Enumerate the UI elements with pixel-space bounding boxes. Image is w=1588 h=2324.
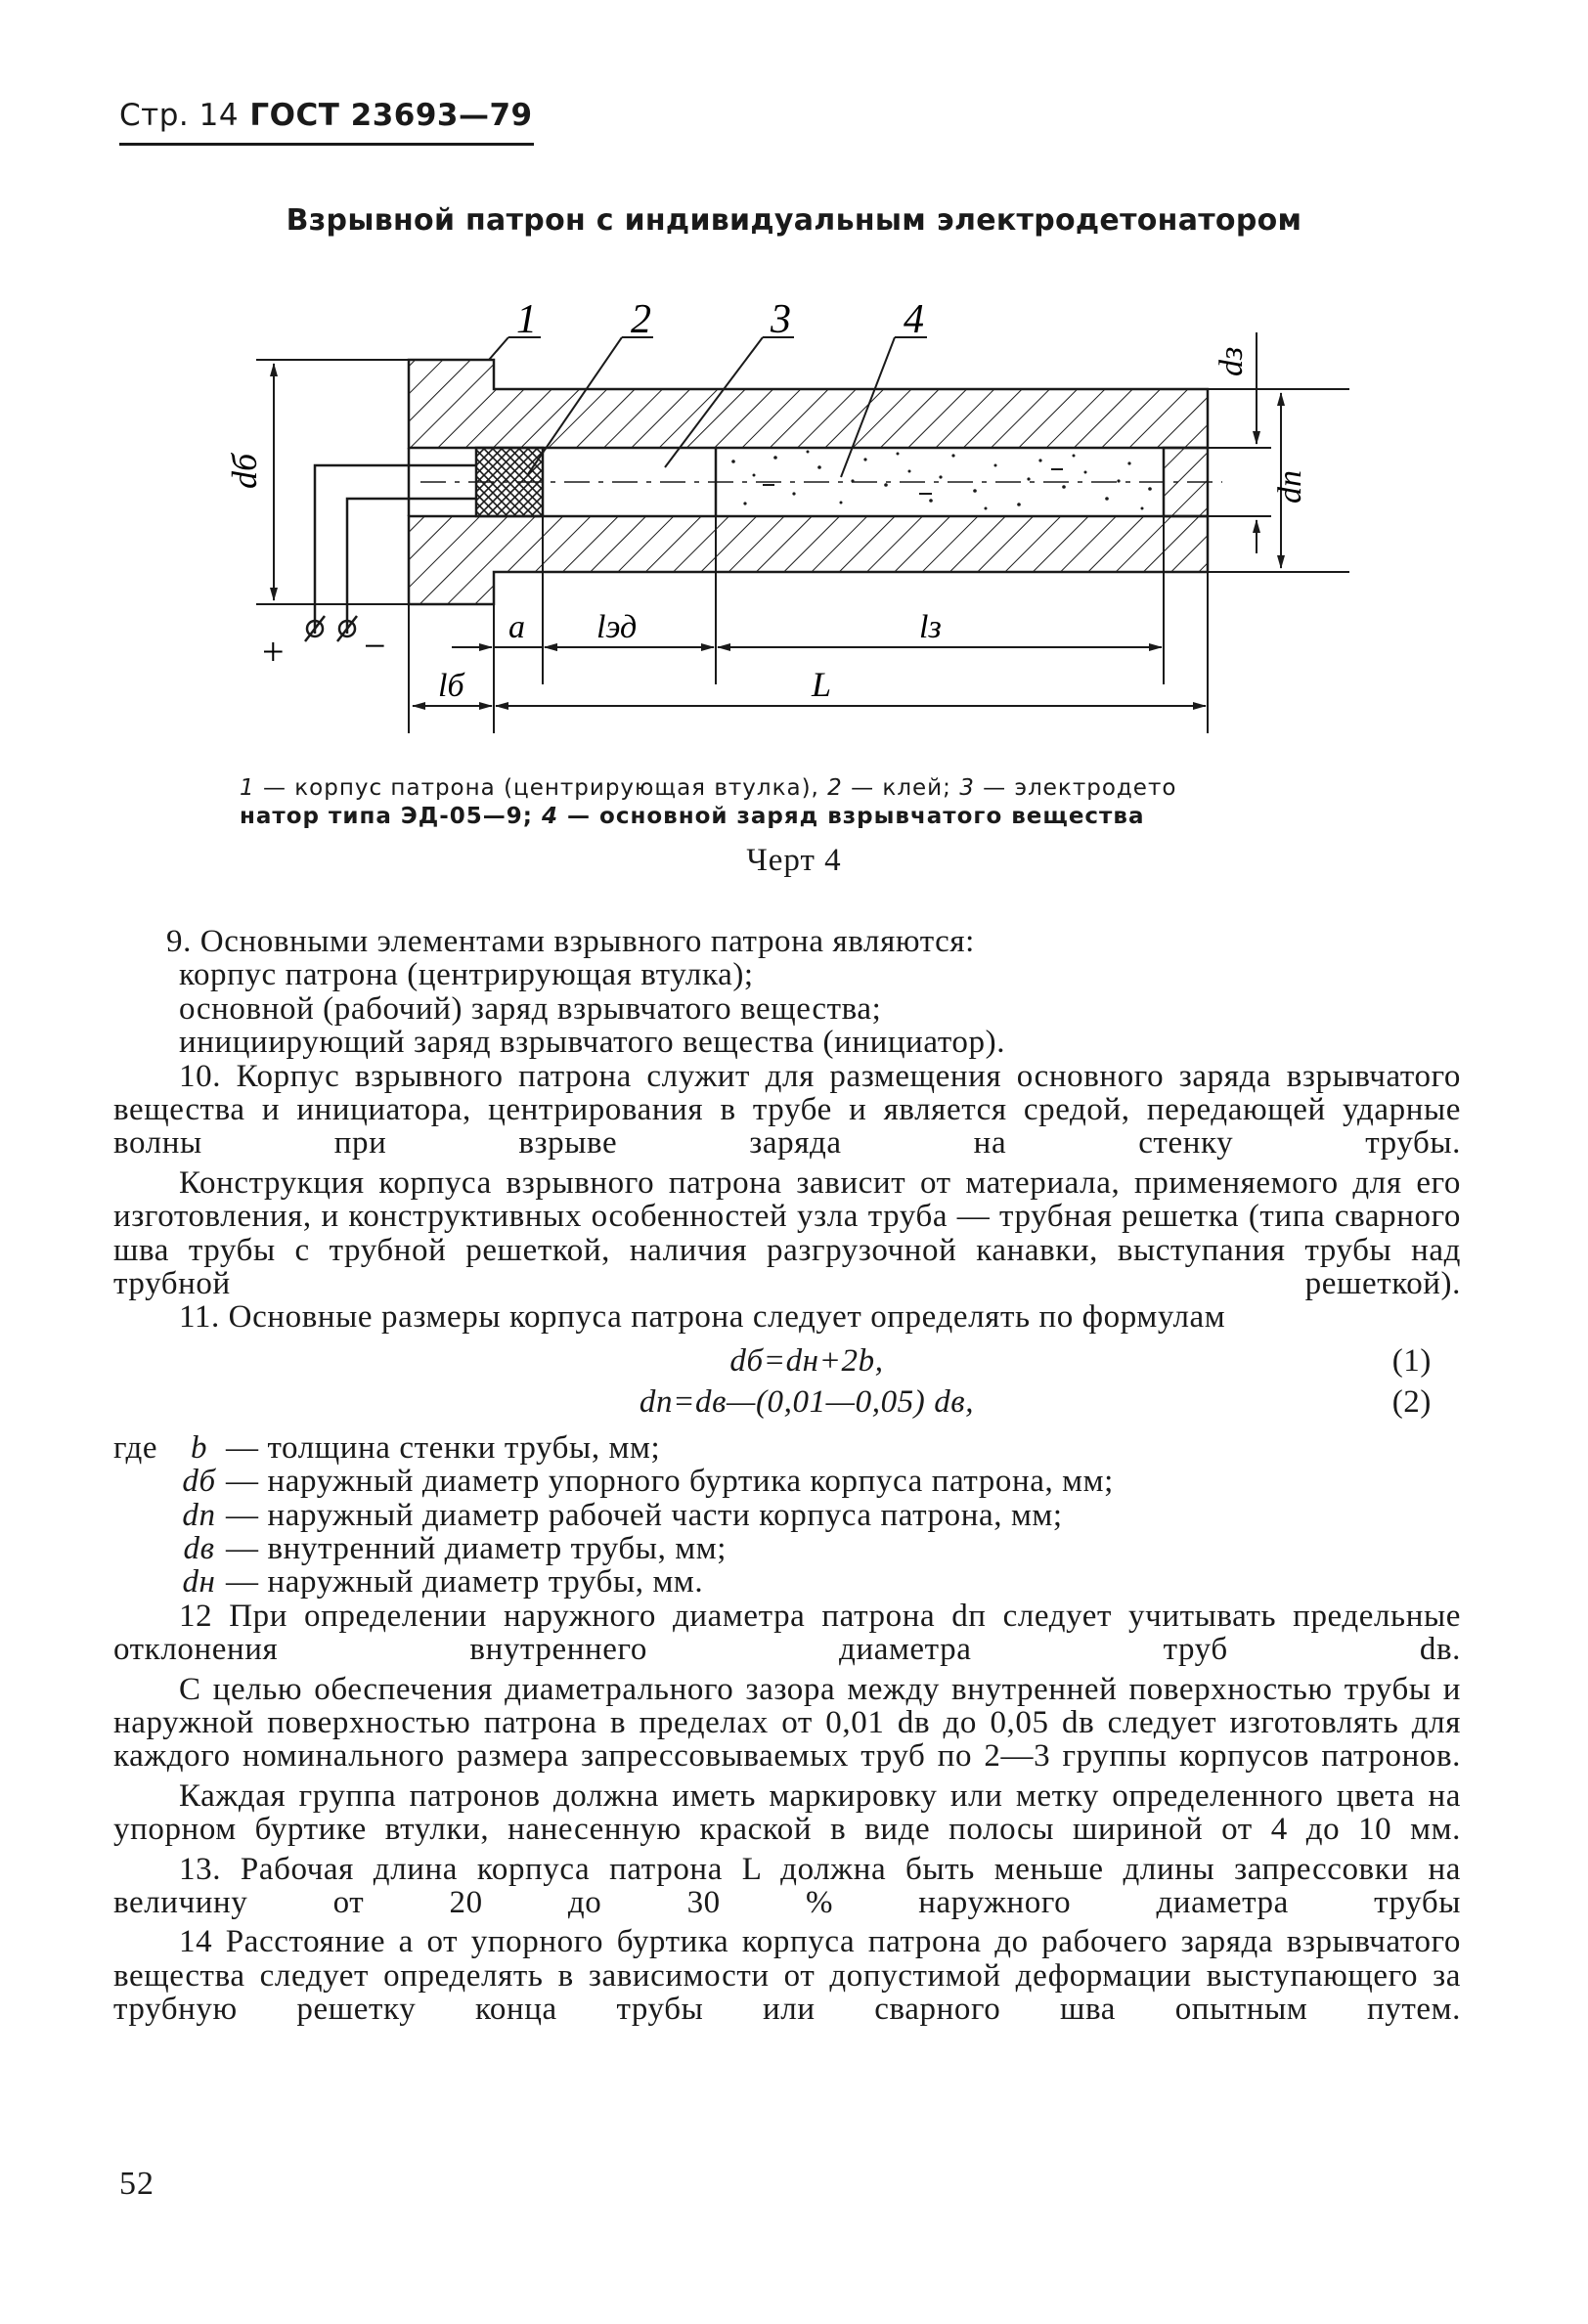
legend-text-4: — основной заряд взрывчатого вещества [558, 804, 1145, 829]
dimension-db [256, 360, 409, 604]
main-explosive-charge [731, 451, 1152, 510]
legend-text-3b: натор типа ЭД-05—9; [240, 804, 543, 829]
paragraph-14: 14 Расстояние a от упорного буртика корпуса патрона до рабочего заряда взрывчатого вещества следует определять в зависимости от допустимой деформации выступающего за трубную решетку конца трубы или сварного шва опытным путем. [113, 1924, 1461, 2028]
legend-num-1: 1 [240, 775, 255, 801]
cartridge-technical-drawing [0, 274, 1588, 763]
where-list [113, 1431, 1461, 1600]
where-item-b [113, 1431, 1461, 1465]
where-lead: где [113, 1429, 158, 1466]
where-symbol-db: dб [182, 1464, 216, 1500]
where-symbol-dv: dв [183, 1530, 215, 1566]
paragraph-11: 11. Основные размеры корпуса патрона следует определять по формулам [179, 1299, 1226, 1336]
label-dz: dз [1213, 346, 1250, 376]
where-text-db: — наружный диаметр упорного буртика корпуса патрона, мм; [226, 1464, 1114, 1500]
where-item-dp [113, 1499, 1461, 1532]
where-text-dn: — наружный диаметр трубы, мм. [226, 1564, 704, 1600]
label-db: dб [225, 453, 264, 489]
where-item-db [113, 1465, 1461, 1498]
label-L: L [812, 665, 832, 704]
minus-terminal: − [364, 624, 386, 668]
paragraph-12b: С целью обеспечения диаметрального зазора между внутренней поверхностью трубы и наружной поверхностью патрона в пределах от 0,01 dв до 0,05 dв следует изготовлять для каждого номинального размера запрессовываемых труб по 2—3 группы корпусов патронов. [113, 1671, 1461, 1775]
legend-line-2 [240, 803, 1364, 831]
body-text [113, 925, 1461, 2027]
label-led: lэд [596, 609, 638, 645]
callout-2: 2 [631, 297, 651, 342]
plus-terminal: + [262, 630, 285, 674]
header-page-label: Стр. 14 [119, 98, 240, 133]
header-standard: ГОСТ 23693—79 [249, 98, 533, 133]
callout-3: 3 [771, 297, 791, 342]
label-dp: dп [1272, 470, 1308, 504]
list-item-main-charge: основной (рабочий) заряд взрывчатого вещества; [179, 990, 882, 1027]
legend-num-3: 3 [959, 775, 975, 801]
paragraph-10: 10. Корпус взрывного патрона служит для размещения основного заряда взрывчатого вещества и инициатора, центрирования в трубе и является средой, передающей ударные волны при взрыве заряда на стенку трубы. [113, 1058, 1461, 1162]
legend-text-1: — корпус патрона (центрирующая втулка), [254, 775, 828, 801]
formula-1-number: (1) [1391, 1342, 1432, 1379]
legend-text-3: — электродето [974, 775, 1177, 801]
figure-title: Взрывной патрон с индивидуальным электродетонатором [286, 203, 1302, 238]
paragraph-13: 13. Рабочая длина корпуса патрона L должна быть меньше длины запрессовки на величину от 20 до 30 % наружного диаметра трубы [113, 1851, 1461, 1920]
label-lb: lб [438, 668, 464, 704]
where-symbol-dp: dп [182, 1497, 216, 1533]
figure-number: Черт 4 [746, 843, 842, 878]
legend-line-1 [240, 774, 1364, 803]
label-lz: lз [919, 609, 942, 645]
formula-1-text: dб=dн+2b, [729, 1342, 884, 1379]
label-a: a [508, 609, 525, 645]
paragraph-12c: Каждая группа патронов должна иметь маркировку или метку определенного цвета на упорном буртике втулки, нанесенную краской в виде полосы шириной от 4 до 10 мм. [113, 1777, 1461, 1848]
where-text-dv: — внутренний диаметр трубы, мм; [226, 1530, 728, 1566]
page-number: 52 [119, 2166, 154, 2202]
callout-1: 1 [516, 297, 537, 342]
formula-2-number: (2) [1391, 1384, 1432, 1421]
formula-2 [113, 1385, 1461, 1419]
list-item-housing: корпус патрона (центрирующая втулка); [179, 957, 754, 993]
paragraph-12: 12 При определении наружного диаметра патрона dп следует учитывать предельные отклонения внутреннего диаметра труб dв. [113, 1598, 1461, 1668]
paragraph-9: 9. Основными элементами взрывного патрона являются: [166, 924, 975, 959]
where-symbol-b: b [190, 1429, 208, 1466]
formula-1 [113, 1344, 1461, 1378]
legend-num-2: 2 [827, 775, 843, 801]
callout-4: 4 [904, 297, 924, 342]
figure-legend [240, 774, 1364, 831]
where-symbol-dn: dн [182, 1564, 216, 1600]
page-header [119, 98, 534, 146]
legend-num-4: 4 [542, 804, 559, 829]
where-text-b: — толщина стенки трубы, мм; [226, 1429, 661, 1466]
legend-text-2: — клей; [842, 775, 960, 801]
paragraph-10b: Конструкция корпуса взрывного патрона зависит от материала, применяемого для его изготовления, и конструктивных особенностей узла труба — трубная решетка (типа сварного шва трубы с трубной решеткой, наличия разгрузочной канавки, выступания трубы над трубной решеткой). [113, 1164, 1461, 1302]
where-text-dp: — наружный диаметр рабочей части корпуса патрона, мм; [226, 1497, 1063, 1533]
where-item-dv [113, 1532, 1461, 1565]
where-item-dn [113, 1565, 1461, 1599]
list-item-initiator: инициирующий заряд взрывчатого вещества (инициатор). [179, 1025, 1006, 1061]
formula-2-text: dп=dв—(0,01—0,05) dв, [639, 1384, 975, 1421]
